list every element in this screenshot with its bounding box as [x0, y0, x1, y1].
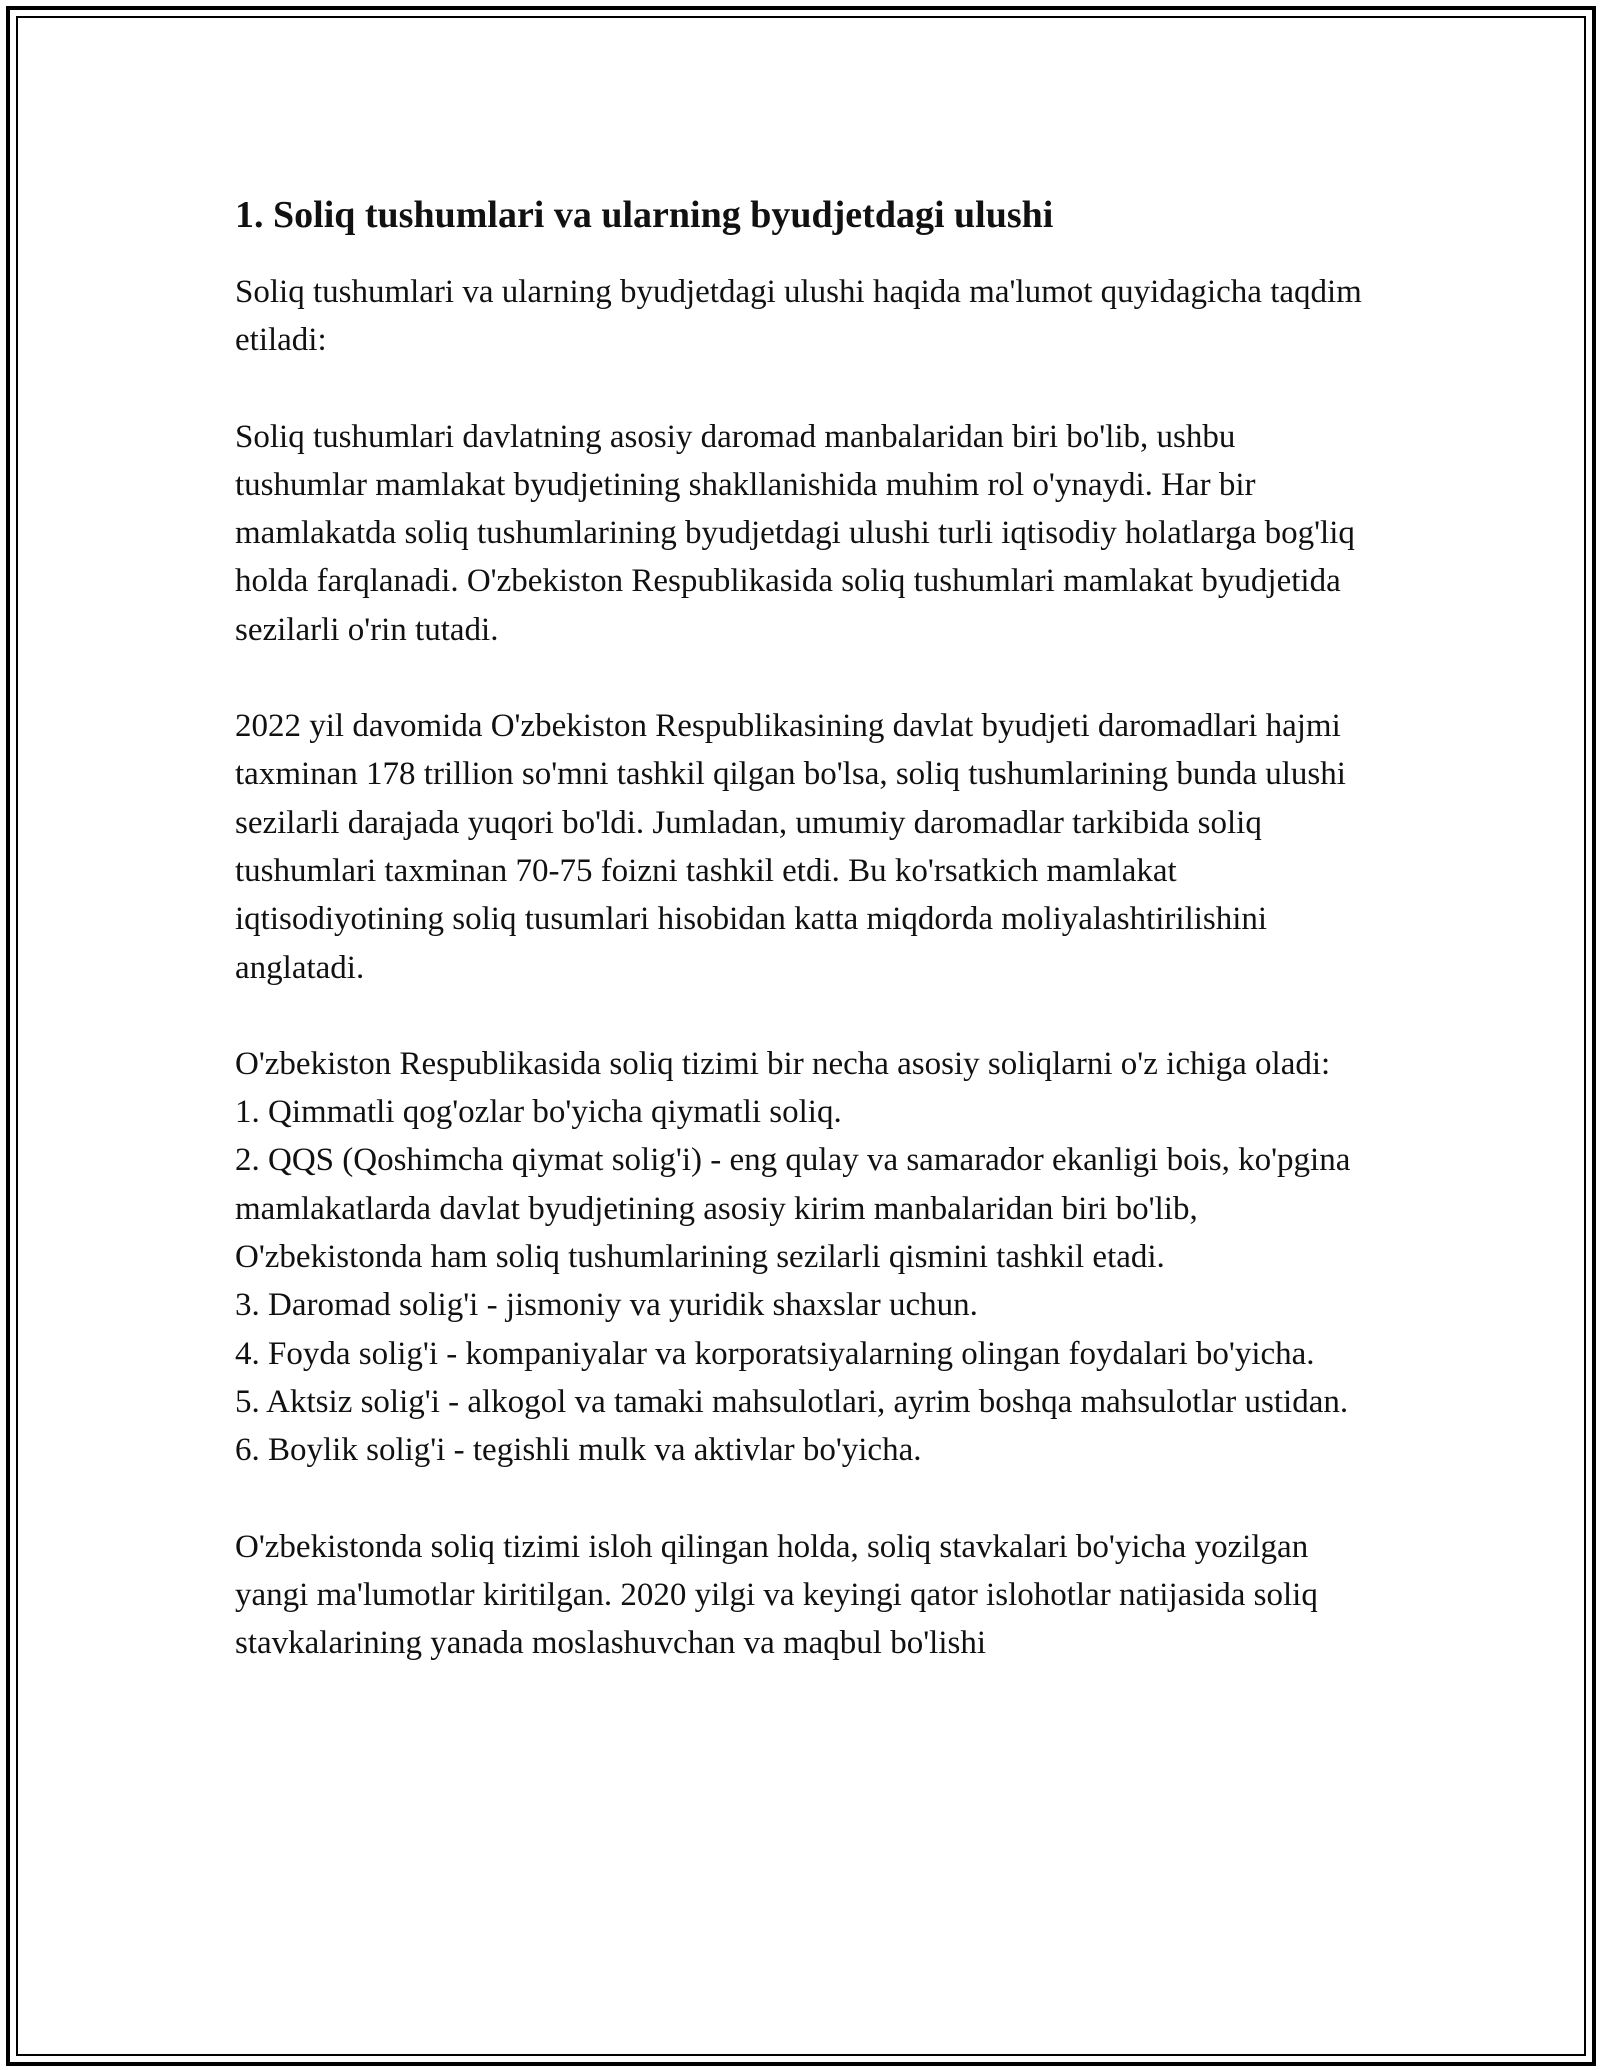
- tax-types-list: [235, 1088, 1375, 1474]
- budget-2022-paragraph: 2022 yil davomida O'zbekiston Respublikasining davlat byudjeti daromadlari hajmi taxminan 178 trillion so'mni tashkil qilgan bo'lsa, soliq tushumlarining bunda ulushi sezilarli darajada yuqori bo'ldi. Jumladan, umumiy daromadlar tarkibida soliq tushumlari taxminan 70-75 foizni tashkil etdi. Bu ko'rsatkich mamlakat iqtisodiyotining soliq tusumlari hisobidan katta miqdorda moliyalashtirilishini anglatadi.: [235, 708, 1346, 986]
- list-item: 3. Daromad solig'i - jismoniy va yuridik shaxslar uchun.: [235, 1287, 978, 1324]
- list-intro: O'zbekiston Respublikasida soliq tizimi bir necha asosiy soliqlarni o'z ichiga oladi:: [235, 1045, 1331, 1082]
- document-page: [235, 180, 1375, 1667]
- tax-revenue-paragraph: Soliq tushumlari davlatning asosiy daromad manbalaridan biri bo'lib, ushbu tushumlar mamlakat byudjetining shakllanishida muhim rol o'ynaydi. Har bir mamlakatda soliq tushumlarining byudjetdagi ulushi turli iqtisodiy holatlarga bog'liq holda farqlanadi. O'zbekiston Respublikasida soliq tushumlari mamlakat byudjetida sezilarli o'rin tutadi.: [235, 418, 1355, 648]
- list-item: 1. Qimmatli qog'ozlar bo'yicha qiymatli soliq.: [235, 1094, 842, 1131]
- list-item: 4. Foyda solig'i - kompaniyalar va korporatsiyalarning olingan foydalari bo'yicha.: [235, 1335, 1315, 1372]
- reform-paragraph: O'zbekistonda soliq tizimi isloh qilingan holda, soliq stavkalari bo'yicha yozilgan yangi ma'lumotlar kiritilgan. 2020 yilgi va keyingi qator islohotlar natijasida soliq stavkalarining yanada moslashuvchan va maqbul bo'lishi: [235, 1528, 1318, 1662]
- list-item: 2. QQS (Qoshimcha qiymat solig'i) - eng qulay va samarador ekanligi bois, ko'pgina mamlakatlarda davlat byudjetining asosiy kirim manbalaridan biri bo'lib, O'zbekistonda ham soliq tushumlarining sezilarli qismini tashkil etadi.: [235, 1142, 1351, 1276]
- list-item: 6. Boylik solig'i - tegishli mulk va aktivlar bo'yicha.: [235, 1432, 922, 1469]
- intro-paragraph: Soliq tushumlari va ularning byudjetdagi ulushi haqida ma'lumot quyidagicha taqdim etiladi:: [235, 274, 1362, 359]
- section-heading: 1. Soliq tushumlari va ularning byudjetdagi ulushi: [235, 194, 1054, 236]
- tax-types-section: [235, 1040, 1375, 1475]
- list-item: 5. Aktsiz solig'i - alkogol va tamaki mahsulotlari, ayrim boshqa mahsulotlar ustidan.: [235, 1383, 1349, 1420]
